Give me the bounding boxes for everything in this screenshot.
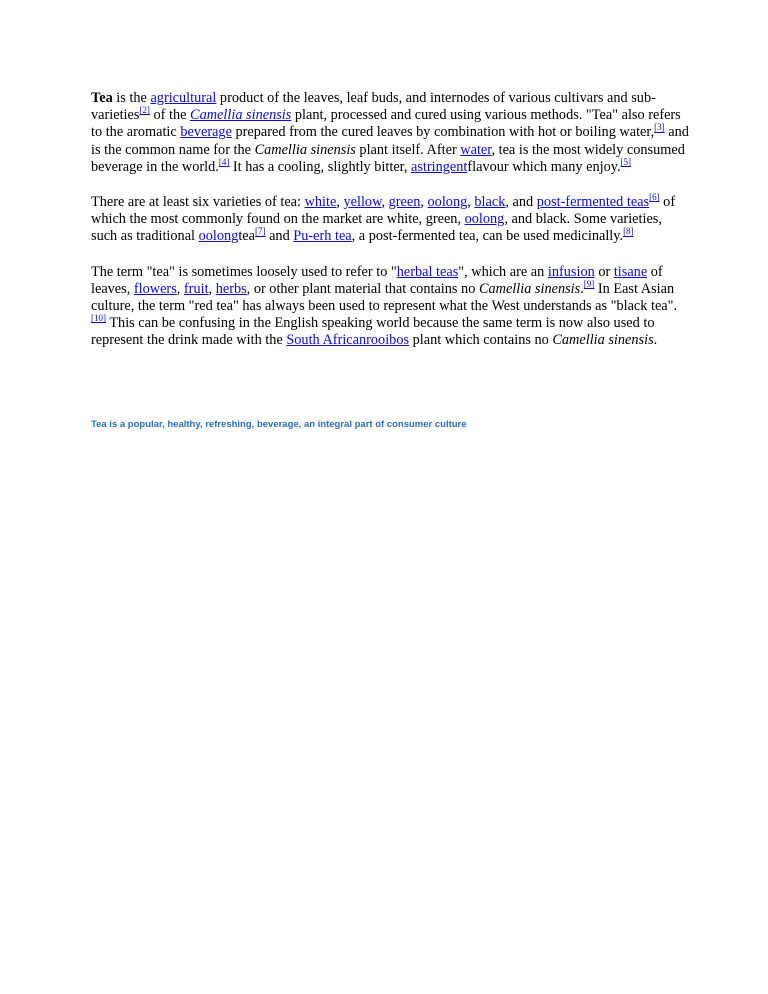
text-span: , <box>336 194 344 211</box>
link-herbal-teas[interactable]: herbal teas <box>396 263 459 280</box>
citation-9[interactable] <box>584 279 595 289</box>
citation-3[interactable] <box>654 123 665 133</box>
text-span: of the <box>149 107 191 124</box>
link-herbs[interactable]: herbs <box>215 280 247 297</box>
text-span: is the <box>112 90 151 106</box>
link-white[interactable]: white <box>304 194 337 211</box>
text-span: , <box>381 194 389 211</box>
link-pu-erh-tea[interactable]: Pu-erh tea <box>293 228 352 245</box>
link-black[interactable]: black <box>474 194 506 211</box>
text-span: . <box>653 332 658 349</box>
citation-link-8[interactable]: [8] <box>623 226 634 237</box>
paragraph-2 <box>91 194 691 246</box>
italic-camellia-sinensis: Camellia sinensis <box>254 141 356 158</box>
article-body <box>91 90 691 368</box>
text-span: and is the common name for the <box>91 124 689 158</box>
text-span: of leaves, <box>91 263 663 297</box>
text-span: tea <box>238 228 255 245</box>
link-tisane[interactable]: tisane <box>613 263 648 280</box>
citation-link-7[interactable]: [7] <box>255 226 266 237</box>
text-span: , and black. Some varieties, such as traditional <box>91 211 662 245</box>
text-span: plant which contains no <box>409 332 553 349</box>
link-fruit[interactable]: fruit <box>183 280 209 297</box>
text-span: flavour which many enjoy. <box>467 158 621 175</box>
text-span: It has a cooling, slightly bitter, <box>229 158 412 175</box>
text-span: , a post-fermented tea, can be used medicinally. <box>351 228 624 245</box>
text-span: , or other plant material that contains no <box>246 280 479 297</box>
citation-5[interactable] <box>621 157 632 167</box>
text-span: , <box>208 280 216 297</box>
bold-term-tea: Tea <box>91 90 113 106</box>
paragraph-1 <box>91 90 691 176</box>
text-span: , <box>420 194 428 211</box>
citation-8[interactable] <box>623 227 634 237</box>
link-astringent[interactable]: astringent <box>411 158 468 175</box>
citation-link-6[interactable]: [6] <box>649 192 660 203</box>
text-span: , tea is the most widely consumed beverage in the world. <box>91 141 685 175</box>
italic-camellia-sinensis: Camellia sinensis <box>478 280 581 297</box>
citation-link-3[interactable]: [3] <box>654 122 665 133</box>
link-yellow[interactable]: yellow <box>343 194 382 211</box>
italic-camellia-sinensis-2: Camellia sinensis <box>552 332 654 349</box>
citation-link-10[interactable]: [10] <box>91 313 106 324</box>
text-span: ", which are an <box>458 263 548 280</box>
citation-link-5[interactable]: [5] <box>620 157 632 168</box>
citation-2[interactable] <box>139 105 150 115</box>
text-span: This can be confusing in the English speaking world because the same term is now also used to represent the drink made with the <box>91 315 655 349</box>
text-span: or <box>594 263 614 280</box>
text-span: of which the most commonly found on the market are white, green, <box>91 194 676 228</box>
text-span: , <box>176 280 184 297</box>
citation-link-4[interactable]: [4] <box>218 157 230 168</box>
text-span: In East Asian culture, the term "red tea" has always been used to represent what the West understands as "black tea". <box>91 280 678 315</box>
link-camellia-sinensis[interactable] <box>190 107 291 123</box>
text-span: , <box>467 194 475 211</box>
text-span: and <box>265 228 294 245</box>
link-beverage[interactable]: beverage <box>180 124 232 141</box>
link-infusion[interactable]: infusion <box>547 263 595 280</box>
citation-10[interactable] <box>91 313 106 323</box>
link-south-african-rooibos[interactable]: South Africanrooibos <box>286 332 410 349</box>
link-post-fermented-teas[interactable]: post-fermented teas <box>536 194 650 211</box>
link-green[interactable]: green <box>388 194 421 211</box>
text-span: , and <box>505 194 537 211</box>
paragraph-3 <box>91 264 691 350</box>
citation-6[interactable] <box>649 192 660 202</box>
text-span: product of the leaves, leaf buds, and internodes of various cultivars and sub-varieties <box>91 90 656 124</box>
text-span: prepared from the cured leaves by combination with hot or boiling water, <box>231 124 655 141</box>
citation-link-9[interactable]: [9] <box>583 279 595 290</box>
link-water[interactable]: water <box>460 141 492 158</box>
link-oolong-2[interactable]: oolong <box>464 211 505 228</box>
citation-7[interactable] <box>255 227 266 237</box>
text-span: The term "tea" is sometimes loosely used to refer to " <box>91 263 397 280</box>
link-agricultural[interactable]: agricultural <box>150 90 217 106</box>
link-camellia-text[interactable]: Camellia sinensis <box>190 107 292 124</box>
text-span: plant, processed and cured using various methods. "Tea" also refers to the aromatic <box>91 107 681 141</box>
citation-link-2[interactable]: [2] <box>139 105 150 116</box>
text-span: . <box>580 280 584 297</box>
link-flowers[interactable]: flowers <box>133 280 177 297</box>
link-oolong-3[interactable]: oolong <box>198 228 239 245</box>
citation-4[interactable] <box>219 157 230 167</box>
caption: Tea is a popular, healthy, refreshing, beverage, an integral part of consumer culture <box>91 419 467 430</box>
text-span: plant itself. After <box>355 141 461 158</box>
link-oolong[interactable]: oolong <box>427 194 468 211</box>
text-span: There are at least six varieties of tea: <box>91 194 305 211</box>
